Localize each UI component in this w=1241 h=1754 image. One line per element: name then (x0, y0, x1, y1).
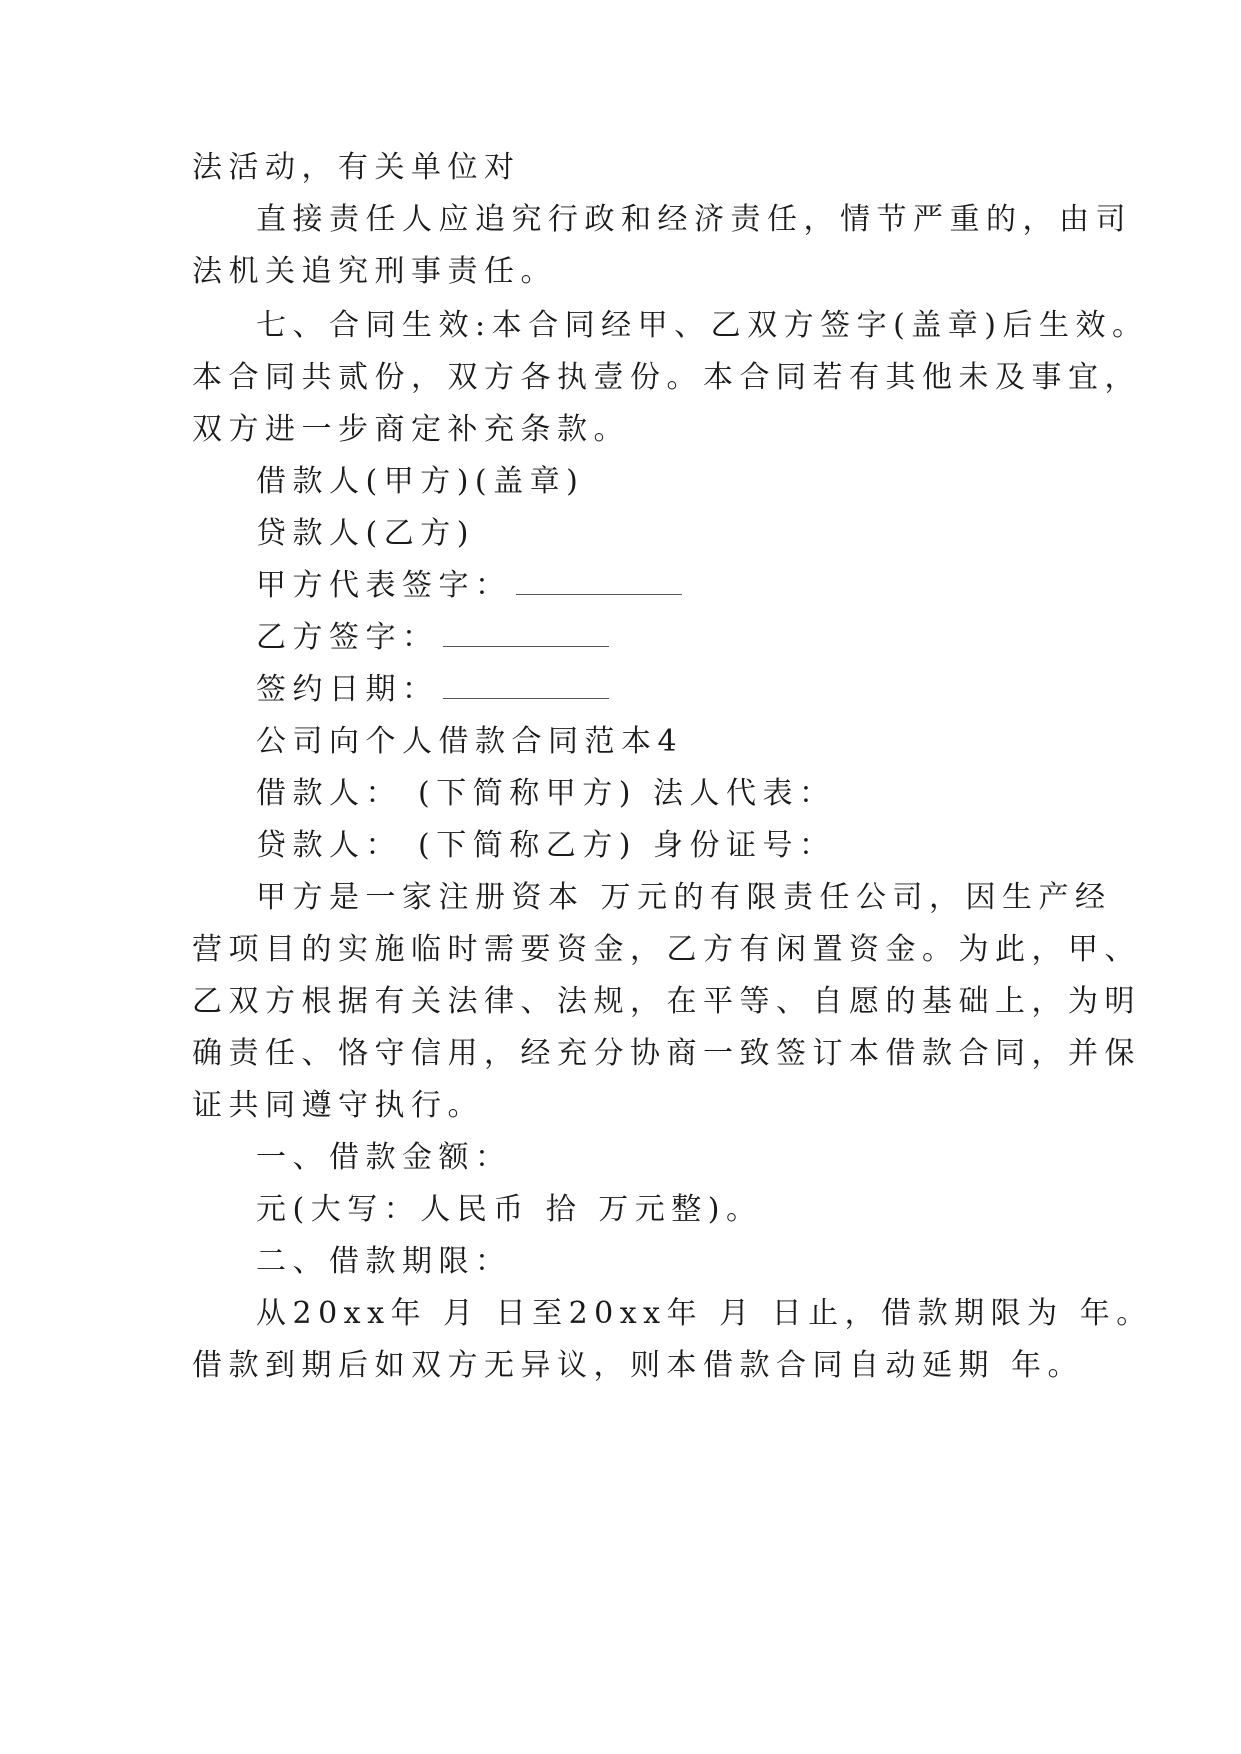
text-line: 借款人： (下简称甲方) 法人代表： (256, 776, 836, 811)
text-line: 确责任、恪守信用，经充分协商一致签订本借款合同，并保 (192, 1036, 1141, 1071)
text-line: 营项目的实施临时需要资金，乙方有闲置资金。为此，甲、 (192, 932, 1141, 967)
text-line: 乙方签字： (256, 620, 439, 655)
blank-field (443, 672, 609, 699)
text-line: 二、借款期限： (256, 1244, 512, 1279)
signature-line-party-a (256, 566, 682, 606)
text-line: 甲方是一家注册资本 万元的有限责任公司，因生产经 (256, 880, 1112, 915)
text-line: 贷款人(乙方) (256, 516, 475, 551)
text-line: 双方进一步商定补充条款。 (192, 412, 630, 447)
text-line: 从20xx年 月 日至20xx年 月 日止，借款期限为 年。 (256, 1296, 1153, 1331)
text-line: 贷款人： (下简称乙方) 身份证号： (256, 828, 836, 863)
blank-field (443, 620, 609, 647)
text-line: 七、合同生效:本合同经甲、乙双方签字(盖章)后生效。 (256, 308, 1149, 343)
text-line: 甲方代表签字： (256, 568, 512, 603)
text-line: 法活动，有关单位对 (192, 150, 521, 185)
text-line: 本合同共贰份，双方各执壹份。本合同若有其他未及事宜， (192, 360, 1141, 395)
text-line: 签约日期： (256, 672, 439, 707)
text-line: 乙双方根据有关法律、法规，在平等、自愿的基础上，为明 (192, 984, 1141, 1019)
text-line: 元(大写：人民币 拾 万元整)。 (256, 1192, 763, 1227)
signature-line-party-b (256, 618, 609, 658)
text-line: 一、借款金额： (256, 1140, 512, 1175)
text-line: 法机关追究刑事责任。 (192, 254, 557, 289)
text-line: 直接责任人应追究行政和经济责任，情节严重的，由司 (256, 202, 1132, 237)
blank-field (516, 568, 682, 595)
text-line: 借款人(甲方)(盖章) (256, 464, 585, 499)
text-line: 证共同遵守执行。 (192, 1088, 484, 1123)
text-line: 借款到期后如双方无异议，则本借款合同自动延期 年。 (192, 1348, 1085, 1383)
signing-date-line (256, 670, 609, 710)
section-title: 公司向个人借款合同范本4 (256, 724, 684, 759)
